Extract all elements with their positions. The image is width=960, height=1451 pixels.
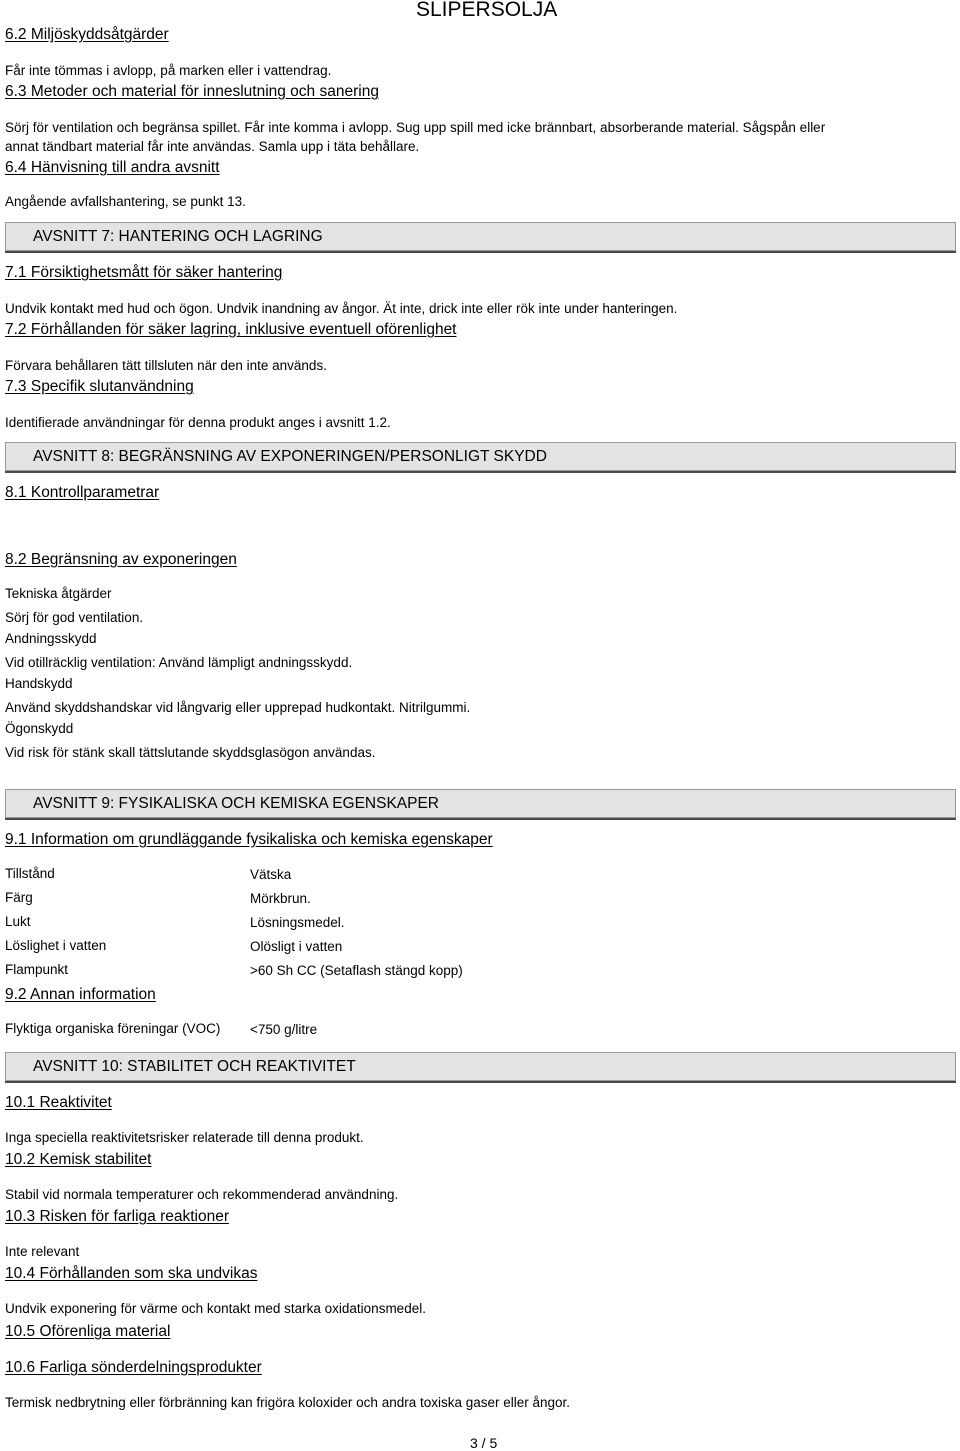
heading-8-2: 8.2 Begränsning av exponeringen	[5, 551, 237, 568]
section-7-title: AVSNITT 7: HANTERING OCH LAGRING	[33, 228, 323, 245]
label-hand-protection: Handskydd	[5, 676, 73, 691]
label-voc: Flyktiga organiska föreningar (VOC)	[5, 1021, 221, 1036]
heading-10-2: 10.2 Kemisk stabilitet	[5, 1151, 152, 1168]
text-eye-protection: Vid risk för stänk skall tättslutande skyddsglasögon användas.	[5, 745, 376, 760]
text-10-6: Termisk nedbrytning eller förbränning kan frigöra koloxider och andra toxiska gaser eller ångor.	[5, 1395, 571, 1410]
page-number: 3 / 5	[470, 1435, 498, 1451]
heading-6-3: 6.3 Metoder och material för inneslutning och sanering	[5, 83, 379, 100]
text-6-2: Får inte tömmas i avlopp, på marken eller i vattendrag.	[5, 63, 332, 78]
property-label: Färg	[5, 890, 33, 905]
section-8-title: AVSNITT 8: BEGRÄNSNING AV EXPONERINGEN/PERSONLIGT SKYDD	[33, 448, 547, 465]
section-9-banner	[5, 789, 956, 818]
text-6-3-line2: annat tändbart material får inte användas. Samla upp i täta behållare.	[5, 139, 420, 154]
text-10-1: Inga speciella reaktivitetsrisker relaterade till denna produkt.	[5, 1130, 364, 1145]
text-6-4: Angående avfallshantering, se punkt 13.	[5, 194, 246, 209]
heading-7-1: 7.1 Försiktighetsmått för säker hantering	[5, 264, 283, 281]
heading-10-5: 10.5 Oförenliga material	[5, 1323, 171, 1340]
product-name-title: SLIPERSOLJA	[416, 0, 558, 21]
heading-7-3: 7.3 Specifik slutanvändning	[5, 378, 194, 395]
label-eye-protection: Ögonskydd	[5, 721, 74, 736]
property-value: Olösligt i vatten	[250, 939, 343, 954]
property-label: Löslighet i vatten	[5, 938, 107, 953]
heading-10-4: 10.4 Förhållanden som ska undvikas	[5, 1265, 258, 1282]
label-technical-measures: Tekniska åtgärder	[5, 586, 112, 601]
text-7-3: Identifierade användningar för denna produkt anges i avsnitt 1.2.	[5, 415, 391, 430]
heading-10-6: 10.6 Farliga sönderdelningsprodukter	[5, 1359, 262, 1376]
heading-9-2: 9.2 Annan information	[5, 986, 156, 1003]
section-10-title: AVSNITT 10: STABILITET OCH REAKTIVITET	[33, 1058, 356, 1075]
text-10-3: Inte relevant	[5, 1244, 80, 1259]
property-label: Tillstånd	[5, 866, 55, 881]
text-hand-protection: Använd skyddshandskar vid långvarig eller upprepad hudkontakt. Nitrilgummi.	[5, 700, 471, 715]
section-7-banner	[5, 222, 956, 251]
text-10-2: Stabil vid normala temperaturer och rekommenderad användning.	[5, 1187, 399, 1202]
text-technical-measures: Sörj för god ventilation.	[5, 610, 144, 625]
label-respiratory-protection: Andningsskydd	[5, 631, 97, 646]
property-value: >60 Sh CC (Setaflash stängd kopp)	[250, 963, 463, 978]
property-value: Lösningsmedel.	[250, 915, 345, 930]
property-value: Vätska	[250, 867, 292, 882]
text-10-4: Undvik exponering för värme och kontakt med starka oxidationsmedel.	[5, 1301, 426, 1316]
property-value: Mörkbrun.	[250, 891, 311, 906]
heading-6-2: 6.2 Miljöskyddsåtgärder	[5, 26, 169, 43]
heading-8-1: 8.1 Kontrollparametrar	[5, 484, 160, 501]
text-respiratory-protection: Vid otillräcklig ventilation: Använd lämpligt andningsskydd.	[5, 655, 353, 670]
text-7-1: Undvik kontakt med hud och ögon. Undvik inandning av ångor. Ät inte, drick inte eller rök inte under hanteringen.	[5, 301, 678, 316]
section-8-banner	[5, 442, 956, 471]
heading-10-3: 10.3 Risken för farliga reaktioner	[5, 1208, 230, 1225]
text-6-3-line1: Sörj för ventilation och begränsa spillet. Får inte komma i avlopp. Sug upp spill med icke brännbart, absorberande material. Sågspån eller	[5, 120, 826, 135]
property-label: Flampunkt	[5, 962, 69, 977]
heading-6-4: 6.4 Hänvisning till andra avsnitt	[5, 159, 220, 176]
property-label: Lukt	[5, 914, 31, 929]
heading-10-1: 10.1 Reaktivitet	[5, 1094, 112, 1111]
section-10-banner	[5, 1052, 956, 1081]
heading-9-1: 9.1 Information om grundläggande fysikaliska och kemiska egenskaper	[5, 831, 493, 848]
section-9-title: AVSNITT 9: FYSIKALISKA OCH KEMISKA EGENSKAPER	[33, 795, 440, 812]
text-7-2: Förvara behållaren tätt tillsluten när den inte används.	[5, 358, 327, 373]
value-voc: <750 g/litre	[250, 1022, 318, 1037]
heading-7-2: 7.2 Förhållanden för säker lagring, inklusive eventuell oförenlighet	[5, 321, 457, 338]
